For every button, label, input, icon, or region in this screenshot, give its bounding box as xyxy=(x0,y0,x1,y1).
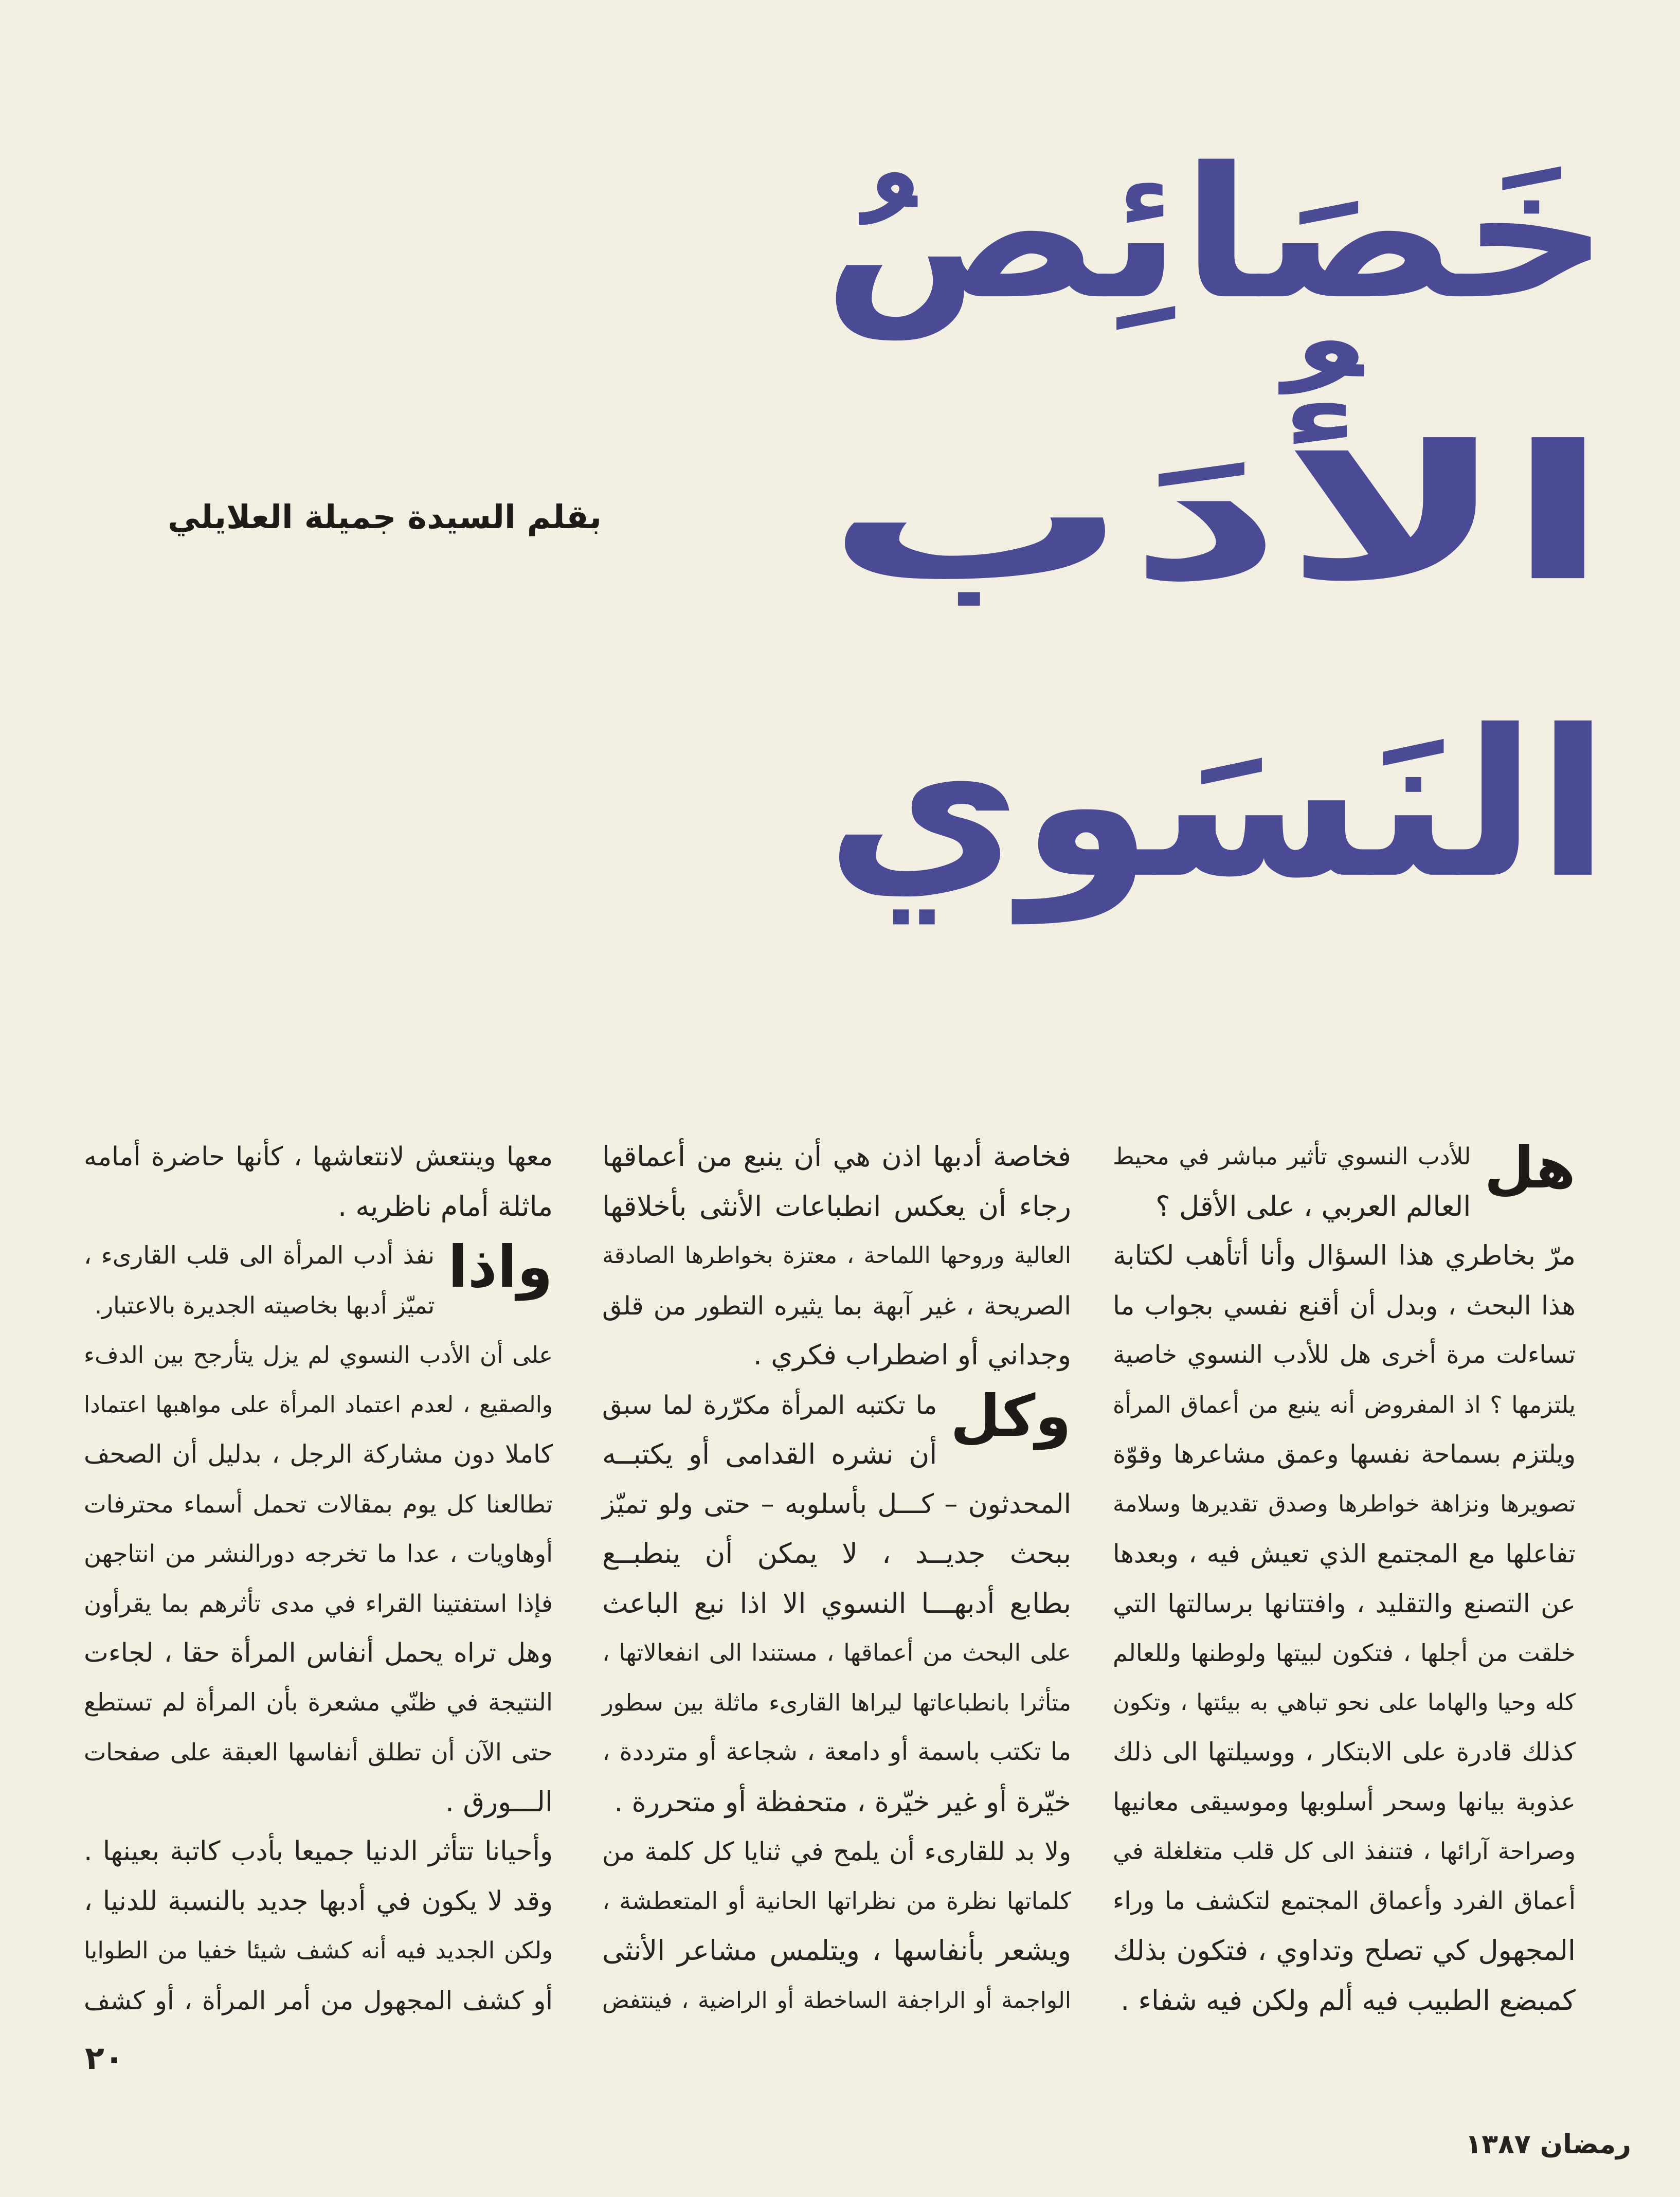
text-line: للأدب النسوي تأثير مباشر في محيط xyxy=(1113,1143,1471,1170)
text-line: يلتزمها ؟ اذ المفروض أنه ينبع من أعماق المرأة xyxy=(1113,1391,1576,1418)
text-line: على أن الأدب النسوي لم يزل يتأرجح بين الدفء xyxy=(84,1341,553,1368)
text-line: ولكن الجديد فيه أنه كشف شيئا خفيا من الطوايا xyxy=(84,1937,553,1964)
text-line: العالية وروحها اللماحة ، معتزة بخواطرها الصادقة xyxy=(602,1242,1071,1269)
text-line: ما تكتب باسمة أو دامعة ، شجاعة أو مترددة ، xyxy=(602,1738,1071,1766)
text-line: ويشعر بأنفاسها ، ويتلمس مشاعر الأنثى xyxy=(602,1934,1071,1967)
text-line: المحدثون – كـــل بأسلوبه – حتى ولو تميّز xyxy=(602,1488,1071,1520)
paragraph xyxy=(84,1231,553,1330)
drop-initial: هل xyxy=(1484,1134,1576,1201)
title-word: الأُدَب xyxy=(826,406,1610,622)
paragraph xyxy=(602,1380,1071,1827)
paragraph xyxy=(602,1132,1071,1380)
text-line: خيّرة أو غير خيّرة ، متحفظة أو متحررة . xyxy=(614,1785,1071,1818)
text-line: تميّز أدبها بخاصيته الجديرة بالاعتبار. xyxy=(94,1291,435,1319)
text-line: تصويرها ونزاهة خواطرها وصدق تقديرها وسلامة xyxy=(1113,1490,1576,1517)
text-line: وجداني أو اضطراب فكري . xyxy=(753,1339,1071,1371)
text-line: أوهاويات ، عدا ما تخرجه دورالنشر من انتاجهن xyxy=(84,1540,553,1568)
text-line: عن التصنع والتقليد ، وافتتانها برسالتها التي xyxy=(1113,1588,1576,1618)
title-line-1 xyxy=(823,129,1610,339)
text-line: ببحث جديــد ، لا يمكن أن ينطبــع xyxy=(602,1537,1071,1570)
title-word: خَصَائِصُ xyxy=(823,129,1610,339)
title-line-2 xyxy=(826,406,1610,622)
text-line: العالم العربي ، على الأقل ؟ xyxy=(1155,1190,1471,1222)
column-left xyxy=(84,1132,553,2025)
text-line: فإذا استفتينا القراء في مدى تأثرهم بما يقرأون xyxy=(84,1589,553,1617)
text-line: كاملا دون مشاركة الرجل ، بدليل أن الصحف xyxy=(84,1440,553,1469)
page-number: ٢٠ xyxy=(85,2039,124,2077)
text-line: مرّ بخاطري هذا السؤال وأنا أتأهب لكتابة xyxy=(1113,1240,1576,1271)
text-line: رجاء أن يعكس انطباعات الأنثى بأخلاقها xyxy=(602,1190,1071,1222)
drop-initial: وكل xyxy=(950,1382,1071,1450)
text-line: تطالعنا كل يوم بمقالات تحمل أسماء محترفات xyxy=(84,1490,553,1518)
text-line: كذلك قادرة على الابتكار ، ووسيلتها الى ذلك xyxy=(1113,1738,1576,1767)
drop-initial: واذا xyxy=(448,1234,553,1301)
text-line: هذا البحث ، وبدل أن أقنع نفسي بجواب ما xyxy=(1113,1290,1576,1321)
text-line: كلماتها نظرة من نظراتها الحانية أو المتعطشة ، xyxy=(602,1887,1071,1915)
text-line: أو كشف المجهول من أمر المرأة ، أو كشف xyxy=(84,1985,553,2015)
paragraph xyxy=(84,1132,553,1231)
text-line: تساءلت مرة أخرى هل للأدب النسوي خاصية xyxy=(1113,1341,1576,1369)
paragraph xyxy=(602,1827,1071,2025)
text-line: المجهول كي تصلح وتداوي ، فتكون بذلك xyxy=(1113,1934,1576,1967)
text-line: النتيجة في ظنّي مشعرة بأن المرأة لم تستطع xyxy=(84,1688,553,1717)
text-line: ما تكتبه المرأة مكرّرة لما سبق xyxy=(602,1390,937,1420)
text-line: نفذ أدب المرأة الى قلب القارىء ، xyxy=(84,1241,435,1270)
author-byline: بقلم السيدة جميلة العلايلي xyxy=(168,498,602,536)
text-line: كله وحيا والهاما على نحو تباهي به بيئتها ، وتكون xyxy=(1113,1689,1576,1716)
text-line: الـــورق . xyxy=(445,1785,553,1818)
issue-footer: رمضان ١٣٨٧ xyxy=(1465,2129,1631,2160)
text-line: متأثرا بانطباعاتها ليراها القارىء ماثلة بين سطور xyxy=(602,1688,1071,1716)
title-word: النَسَوي xyxy=(826,687,1610,923)
text-line: معها وينتعش لانتعاشها ، كأنها حاضرة أمامه xyxy=(84,1141,553,1172)
text-line: وهل تراه يحمل أنفاس المرأة حقا ، لجاءت xyxy=(84,1637,553,1668)
text-line: ويلتزم بسماحة نفسها وعمق مشاعرها وقوّة xyxy=(1113,1440,1576,1469)
text-line: الصريحة ، غير آبهة بما يثيره التطور من قلق xyxy=(602,1290,1071,1321)
text-line: فخاصة أدبها اذن هي أن ينبع من أعماقها xyxy=(602,1140,1071,1173)
text-line: خلقت من أجلها ، فتكون لبيتها ولوطنها وللعالم xyxy=(1113,1639,1576,1667)
paragraph xyxy=(84,1330,553,1827)
text-line: ماثلة أمام ناظريه . xyxy=(338,1190,553,1222)
text-line: حتى الآن أن تطلق أنفاسها العبقة على صفحات xyxy=(84,1738,553,1766)
text-line: الواجمة أو الراجفة الساخطة أو الراضية ، فينتفض xyxy=(602,1987,1071,2013)
title-line-3 xyxy=(826,687,1610,923)
text-line: كمبضع الطبيب فيه ألم ولكن فيه شفاء . xyxy=(1121,1984,1576,2016)
text-line: تفاعلها مع المجتمع الذي تعيش فيه ، وبعدها xyxy=(1113,1539,1576,1569)
text-line: ولا بد للقارىء أن يلمح في ثنايا كل كلمة من xyxy=(602,1836,1071,1866)
text-line: وقد لا يكون في أدبها جديد بالنسبة للدنيا ، xyxy=(84,1885,553,1917)
text-line: بطابع أدبهـــا النسوي الا اذا نبع الباعث xyxy=(602,1587,1071,1619)
text-line: والصقيع ، لعدم اعتماد المرأة على مواهبها اعتمادا xyxy=(84,1391,553,1418)
text-line: على البحث من أعماقها ، مستندا الى انفعالاتها ، xyxy=(602,1639,1071,1666)
paragraph xyxy=(1113,1231,1576,2025)
text-line: وأحيانا تتأثر الدنيا جميعا بأدب كاتبة بعينها . xyxy=(84,1836,553,1867)
text-line: أن نشره القدامى أو يكتبــه xyxy=(602,1438,937,1470)
text-line: أعماق الفرد وأعماق المجتمع لتكشف ما وراء xyxy=(1113,1886,1576,1915)
paragraph xyxy=(84,1827,553,2025)
text-line: عذوبة بيانها وسحر أسلوبها وموسيقى معانيها xyxy=(1113,1787,1576,1816)
column-middle xyxy=(602,1132,1071,2025)
text-line: وصراحة آرائها ، فتنفذ الى كل قلب متغلغلة في xyxy=(1113,1838,1576,1865)
column-right xyxy=(1113,1132,1576,2025)
paragraph xyxy=(1113,1132,1576,1231)
